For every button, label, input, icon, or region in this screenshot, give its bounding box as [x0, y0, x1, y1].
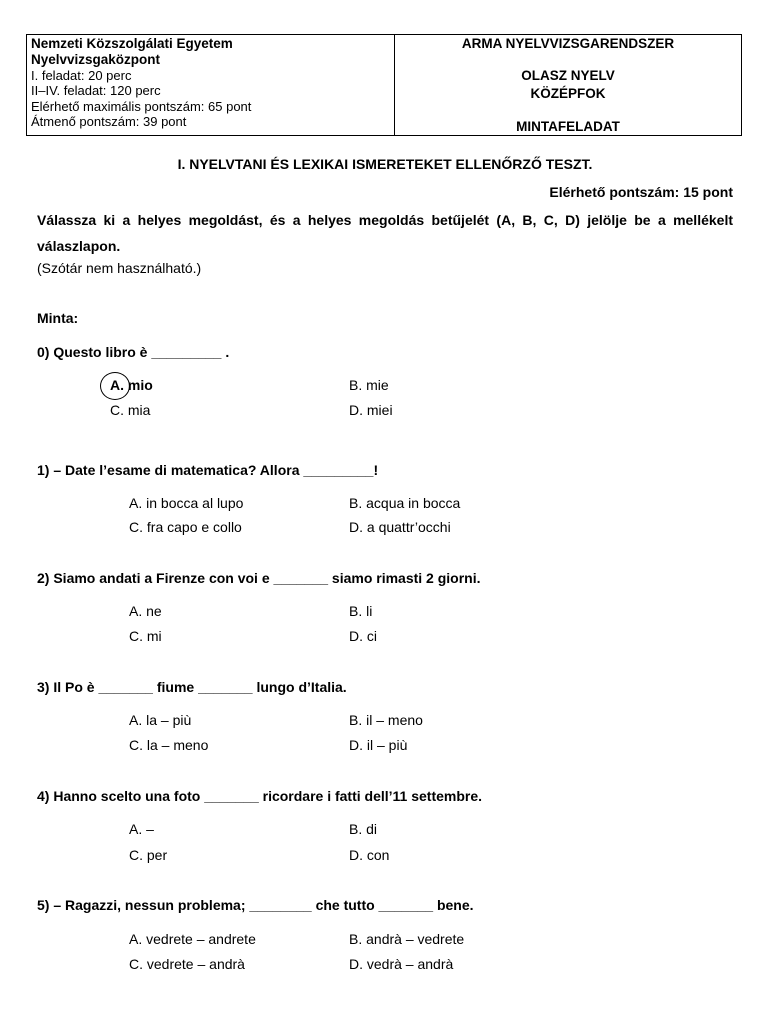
q4-option-a: A. – [129, 821, 154, 837]
question-2: 2) Siamo andati a Firenze con voi e _______ siamo rimasti 2 giorni. [37, 570, 481, 586]
sample-option-a: A. mio [110, 377, 153, 393]
q5-option-a: A. vedrete – andrete [129, 931, 256, 947]
q5-option-d: D. vedrà – andrà [349, 956, 454, 972]
q3-option-b: B. il – meno [349, 712, 423, 728]
header-left-panel [27, 35, 395, 135]
q1-option-d: D. a quattr’occhi [349, 519, 451, 535]
header-box [26, 34, 742, 136]
question-5: 5) – Ragazzi, nessun problema; ________ che tutto _______ bene. [37, 897, 474, 913]
q3-option-c: C. la – meno [129, 737, 209, 753]
q4-option-c: C. per [129, 847, 168, 863]
task1-time: I. feladat: 20 perc [31, 68, 132, 83]
exam-type: MINTAFELADAT [516, 119, 620, 134]
question-4: 4) Hanno scelto una foto _______ ricordare i fatti dell’11 settembre. [37, 788, 483, 804]
q4-option-d: D. con [349, 847, 390, 863]
instruction-text: Válassza ki a helyes megoldást, és a helyes megoldás betűjelét (A, B, C, D) jelölje be a mellékelt válaszlapon. [37, 212, 733, 254]
q3-option-a: A. la – più [129, 712, 192, 728]
exam-system: ARMA NYELVVIZSGARENDSZER [461, 36, 675, 51]
task2-time: II–IV. feladat: 120 perc [31, 83, 161, 99]
institution-name: Nemzeti Közszolgálati Egyetem [31, 36, 233, 51]
header-right-panel [395, 35, 741, 135]
q2-option-b: B. li [349, 603, 373, 619]
exam-language: OLASZ NYELV [521, 68, 615, 83]
dictionary-note: (Szótár nem használható.) [37, 260, 202, 276]
exam-level: KÖZÉPFOK [530, 86, 606, 101]
q4-option-b: B. di [349, 821, 378, 837]
q2-option-a: A. ne [129, 603, 162, 619]
center-name: Nyelvvizsgaközpont [31, 52, 161, 67]
q1-option-b: B. acqua in bocca [349, 495, 461, 511]
sample-option-c: C. mia [110, 402, 151, 418]
max-points: Elérhető maximális pontszám: 65 pont [31, 98, 252, 114]
section-points: Elérhető pontszám: 15 pont [549, 184, 733, 200]
sample-option-d: D. miei [349, 402, 393, 418]
sample-question: 0) Questo libro è _________ . [37, 344, 230, 360]
section-title: I. NYELVTANI ÉS LEXIKAI ISMERETEKET ELLENŐRZŐ TESZT. [177, 156, 593, 172]
sample-option-b: B. mie [349, 377, 389, 393]
q2-option-c: C. mi [129, 628, 162, 644]
pass-points: Átmenő pontszám: 39 pont [31, 113, 187, 129]
q2-option-d: D. ci [349, 628, 377, 644]
q1-option-a: A. in bocca al lupo [129, 495, 244, 511]
question-3: 3) Il Po è _______ fiume _______ lungo d’Italia. [37, 679, 347, 695]
sample-label: Minta: [37, 310, 79, 326]
q1-option-c: C. fra capo e collo [129, 519, 242, 535]
q3-option-d: D. il – più [349, 737, 408, 753]
q5-option-c: C. vedrete – andrà [129, 956, 245, 972]
question-1: 1) – Date l’esame di matematica? Allora _________! [37, 462, 379, 478]
q5-option-b: B. andrà – vedrete [349, 931, 465, 947]
